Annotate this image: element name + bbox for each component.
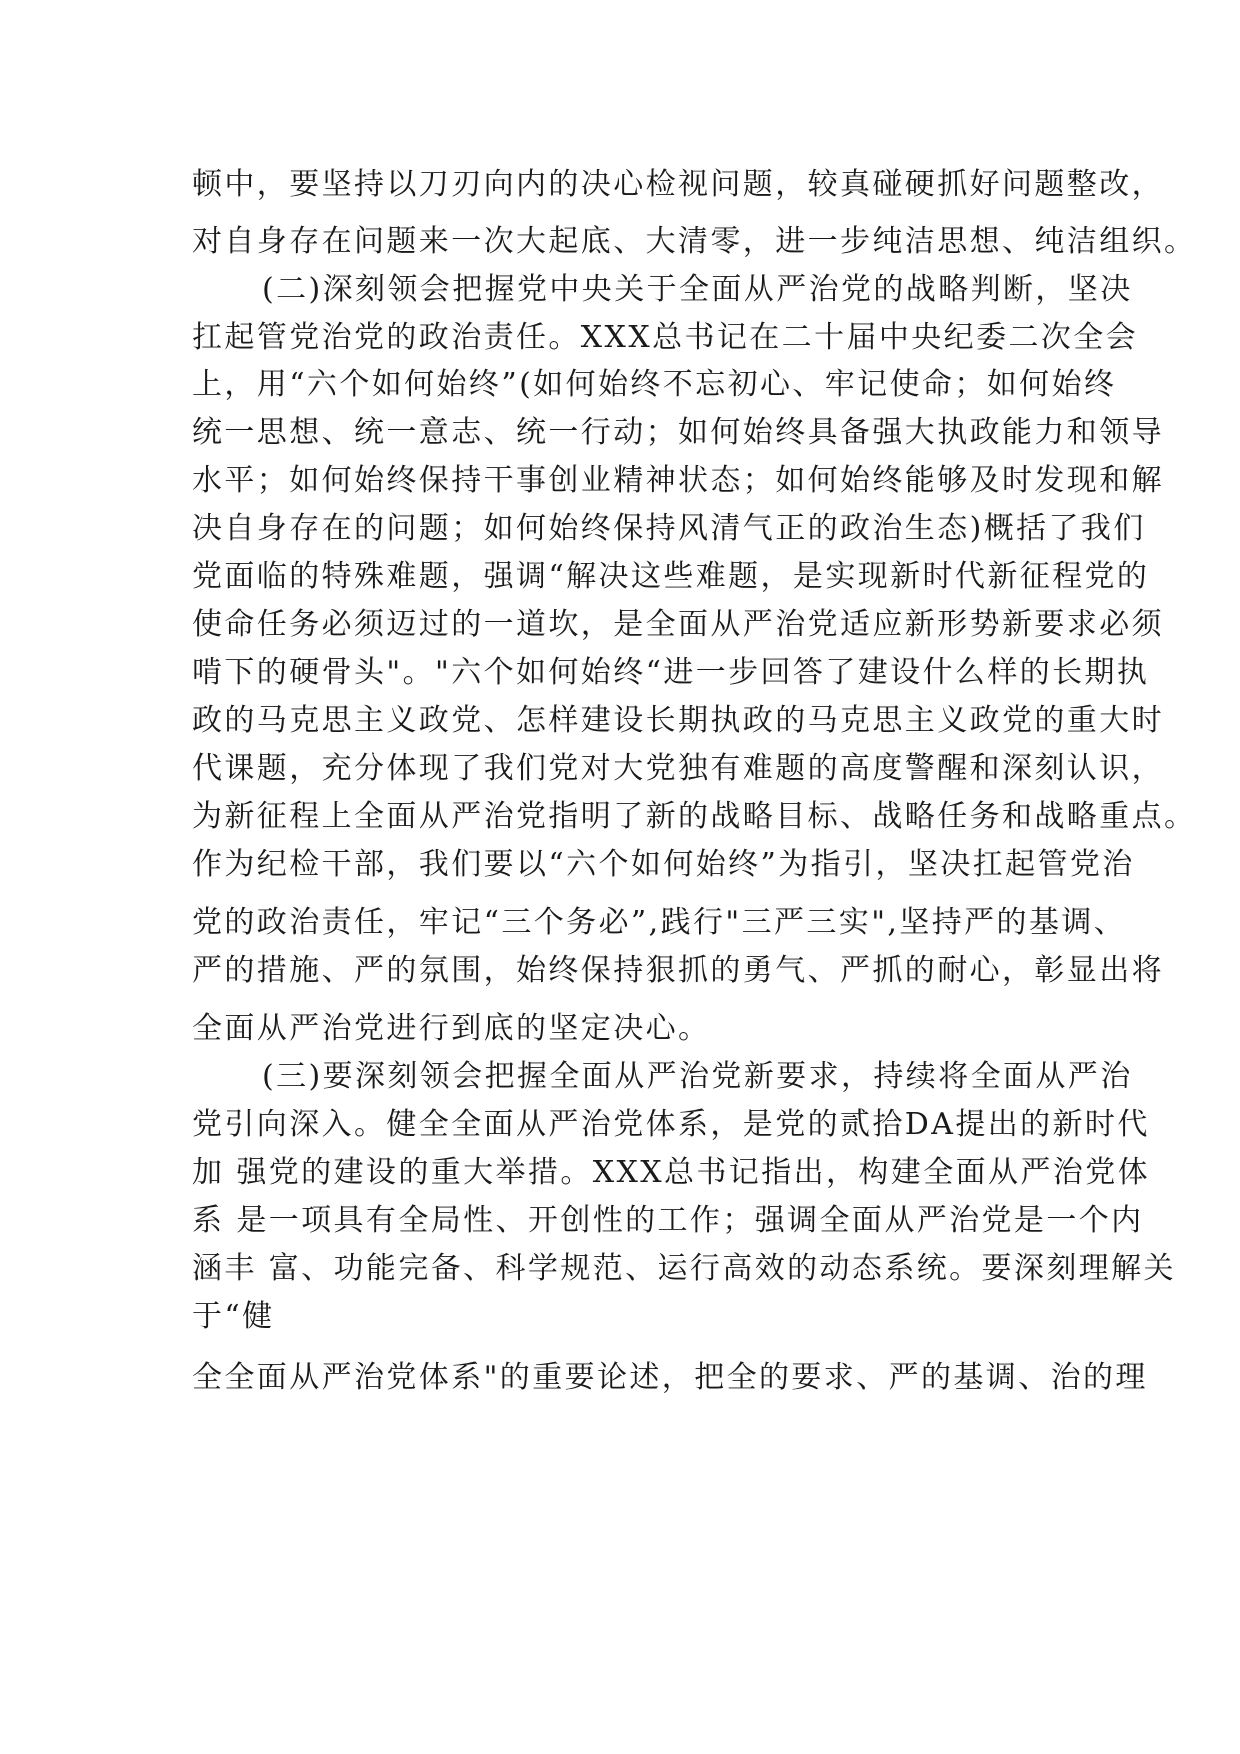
text-line: 严的措施、严的氛围，始终保持狠抓的勇气、严抓的耐心，彰显出将	[192, 953, 1164, 988]
paragraph-3-start: (三)要深刻领会把握全面从严治党新要求，持续将全面从严治	[262, 1059, 1133, 1094]
text-line: 扛起管党治党的政治责任。XXX总书记在二十届中央纪委二次全会	[192, 320, 1139, 355]
text-line: 作为纪检干部，我们要以“六个如何始终”为指引，坚决扛起管党治	[192, 847, 1135, 882]
text-line: 党面临的特殊难题，强调“解决这些难题，是实现新时代新征程党的	[192, 559, 1150, 594]
text-line: 涵丰 富、功能完备、科学规范、运行高效的动态系统。要深刻理解关	[192, 1251, 1176, 1286]
text-line: 统一思想、统一意志、统一行动；如何始终具备强大执政能力和领导	[192, 415, 1164, 450]
text-line: 啃下的硬骨头"。"六个如何始终“进一步回答了建设什么样的长期执	[192, 655, 1150, 690]
text-line: 上，用“六个如何始终”(如何始终不忘初心、牢记使命；如何始终	[192, 367, 1117, 402]
text-line: 使命任务必须迈过的一道坎，是全面从严治党适应新形势新要求必须	[192, 607, 1164, 642]
text-line: 代课题，充分体现了我们党对大党独有难题的高度警醒和深刻认识，	[192, 751, 1164, 786]
text-line: 党引向深入。健全全面从严治党体系，是党的贰拾DA提出的新时代	[192, 1107, 1150, 1142]
text-line: 政的马克思主义政党、怎样建设长期执政的马克思主义政党的重大时	[192, 703, 1164, 738]
text-line: 水平；如何始终保持干事创业精神状态；如何始终能够及时发现和解	[192, 463, 1164, 498]
text-line: 决自身存在的问题；如何始终保持风清气正的政治生态)概括了我们	[192, 511, 1146, 546]
text-line: 系 是一项具有全局性、开创性的工作；强调全面从严治党是一个内	[192, 1203, 1144, 1238]
text-line: 全全面从严治党体系"的重要论述，把全的要求、严的基调、治的理	[192, 1360, 1148, 1395]
paragraph-2-start: (二)深刻领会把握党中央关于全面从严治党的战略判断，坚决	[262, 272, 1133, 307]
text-line: 党的政治责任，牢记“三个务必”,践行"三严三实",坚持严的基调、	[192, 905, 1127, 940]
text-line: 对自身存在问题来一次大起底、大清零，进一步纯洁思想、纯洁组织。	[192, 224, 1197, 259]
text-line: 顿中，要坚持以刀刃向内的决心检视问题，较真碰硬抓好问题整改，	[192, 167, 1164, 202]
text-line: 全面从严治党进行到底的坚定决心。	[192, 1011, 711, 1046]
text-line: 为新征程上全面从严治党指明了新的战略目标、战略任务和战略重点。	[192, 799, 1197, 834]
text-line: 于“健	[192, 1299, 275, 1334]
text-line: 加 强党的建设的重大举措。XXX总书记指出，构建全面从严治党体	[192, 1155, 1151, 1190]
